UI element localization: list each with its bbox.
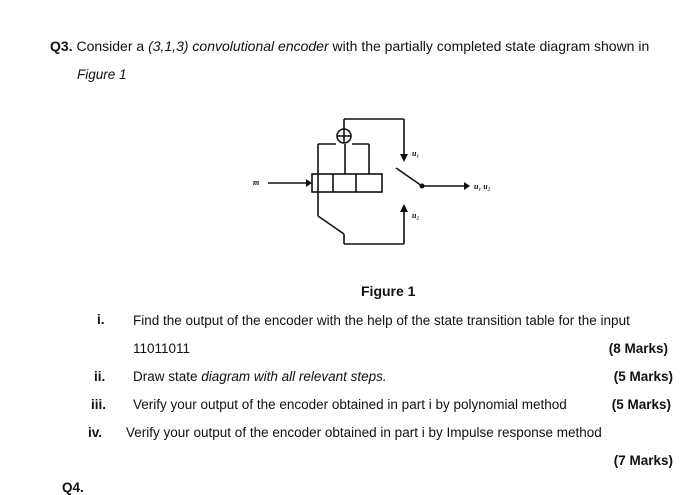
item-continuation: 11011011 [133, 341, 191, 356]
output-label-u1: u₁ [412, 149, 420, 158]
question-number: Q3. [50, 38, 73, 54]
item-marks: (7 Marks) [613, 453, 673, 468]
item-text-plain: Draw state [133, 369, 198, 384]
item-numeral: iv. [88, 425, 103, 440]
item-marks: (5 Marks) [613, 369, 673, 384]
item-text [133, 369, 387, 384]
item-text: Find the output of the encoder with the help of the state transition table for the input [133, 313, 630, 328]
output-label-u2: u₂ [412, 211, 420, 220]
shift-register [312, 174, 382, 192]
code-params: (3,1,3) [148, 38, 189, 54]
item-text: Verify your output of the encoder obtained in part i by polynomial method [133, 397, 567, 412]
item-numeral: i. [97, 312, 105, 327]
output-sequence-label: u₁ u₂ [474, 182, 491, 191]
item-marks: (5 Marks) [611, 397, 671, 412]
question-text-before: Consider a [76, 38, 145, 54]
question-text-after: with the partially completed state diagram shown in [332, 38, 650, 54]
item-numeral: ii. [94, 369, 106, 384]
encoder-diagram [248, 112, 518, 252]
commutator-switch [396, 168, 422, 186]
question-stem [50, 38, 649, 54]
item-text-italic: diagram with all relevant steps. [201, 369, 387, 384]
figure-caption: Figure 1 [361, 283, 416, 299]
code-name: convolutional encoder [192, 38, 329, 54]
item-marks: (8 Marks) [608, 341, 668, 356]
item-numeral: iii. [91, 397, 107, 412]
next-question-number: Q4. [62, 480, 84, 495]
input-label: m [253, 178, 260, 187]
figure-reference: Figure 1 [77, 67, 127, 82]
item-text: Verify your output of the encoder obtained in part i by Impulse response method [126, 425, 602, 440]
